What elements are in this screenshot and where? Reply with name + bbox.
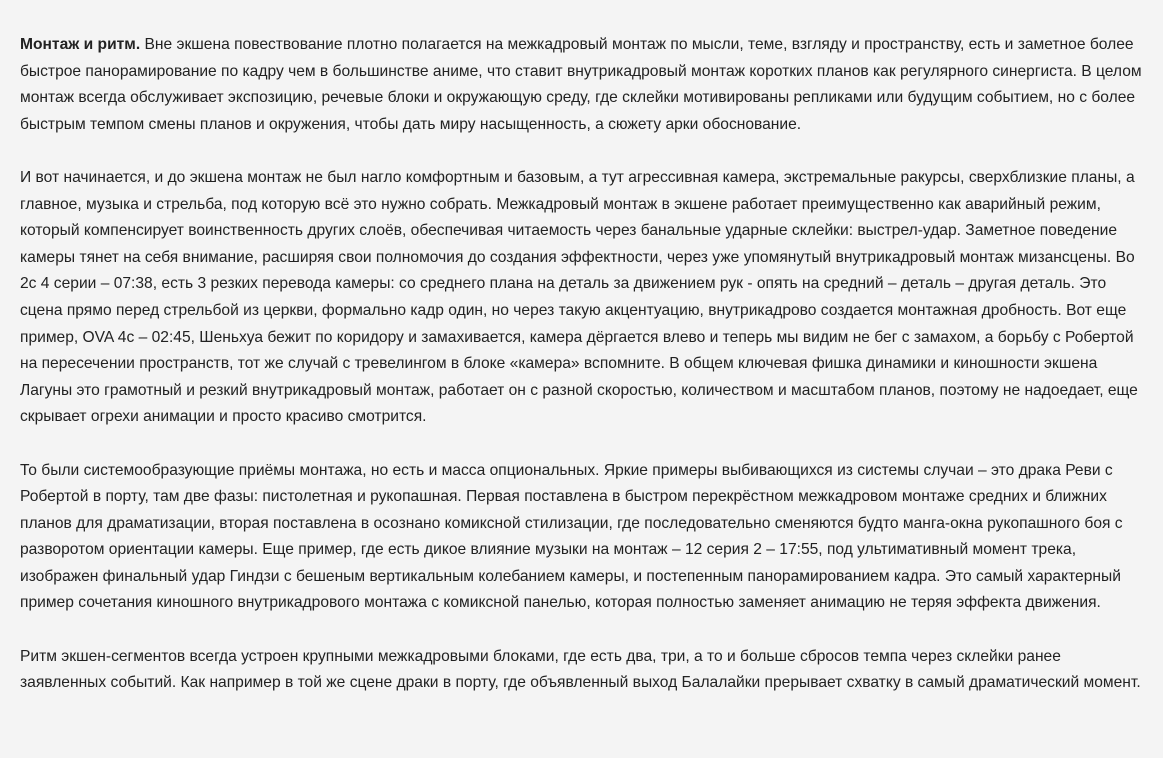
paragraph-optional-techniques: То были системообразующие приёмы монтажа, но есть и масса опциональных. Яркие примеры выбивающихся из системы случаи – это драка Реви с Робертой в порту, там две фазы: пистолетная и рукопашная. Первая поставлена в быстром перекрёстном межкадровом монтаже средних и ближних планов для драматизации, вторая поставлена в осознано комиксной стилизации, где последовательно сменяются будто манга-окна рукопашного боя с разворотом ориентации камеры. Еще пример, где есть дикое влияние музыки на монтаж – 12 серия 2 – 17:55, под ультимативный момент трека, изображен финальный удар Гиндзи с бешеным вертикальным колебанием камеры, и постепенным панорамированием кадра. Это самый характерный пример сочетания киношного внутрикадрового монтажа с комиксной панелью, которая полностью заменяет анимацию не теряя эффекта движения. <box>20 461 1123 612</box>
paragraph-lead-heading: Монтаж и ритм. <box>20 36 141 53</box>
paragraph-action-rhythm: Ритм экшен-сегментов всегда устроен крупными межкадровыми блоками, где есть два, три, а то и больше сбросов темпа через склейки ранее заявленных событий. Как например в той же сцене драки в порту, где объявленный выход Балалайки прерывает схватку в самый драматический момент. <box>20 647 1141 692</box>
paragraph-editing-and-rhythm <box>20 32 1149 138</box>
paragraph-action-editing: И вот начинается, и до экшена монтаж не был нагло комфортным и базовым, а тут агрессивная камера, экстремальные ракурсы, сверхблизкие планы, а главное, музыка и стрельба, под которую всё это нужно собрать. Межкадровый монтаж в экшене работает преимущественно как аварийный режим, который компенсирует воинственность других слоёв, обеспечивая читаемость через банальные ударные склейки: выстрел-удар. Заметное поведение камеры тянет на себя внимание, расширяя свои полномочия до создания эффектности, через уже упомянутый внутрикадровый монтаж мизансцены. Во 2с 4 серии – 07:38, есть 3 резких перевода камеры: со среднего плана на деталь за движением рук - опять на средний – деталь – другая деталь. Это сцена прямо перед стрельбой из церкви, формально кадр один, но через такую акцентуацию, внутрикадрово создается монтажная дробность. Вот еще пример, OVA 4с – 02:45, Шеньхуа бежит по коридору и замахивается, камера дёргается влево и теперь мы видим не бег с замахом, а борьбу с Робертой на пересечении пространств, тот же случай с тревелингом в блоке «камера» вспомните. В общем ключевая фишка динамики и киношности экшена Лагуны это грамотный и резкий внутрикадровый монтаж, работает он с разной скоростью, количеством и масштабом планов, поэтому не надоедает, еще скрывает огрехи анимации и просто красиво смотрится. <box>20 168 1138 426</box>
paragraph-text: Вне экшена повествование плотно полагается на межкадровый монтаж по мысли, теме, взгляду и пространству, есть и заметное более быстрое панорамирование по кадру чем в большинстве аниме, что ставит внутрикадровый монтаж коротких планов как регулярного синергиста. В целом монтаж всегда обслуживает экспозицию, речевые блоки и окружающую среду, где склейки мотивированы репликами или будущим событием, но с более быстрым темпом смены планов и окружения, чтобы дать миру насыщенность, а сюжету арки обоснование. <box>20 36 1142 133</box>
